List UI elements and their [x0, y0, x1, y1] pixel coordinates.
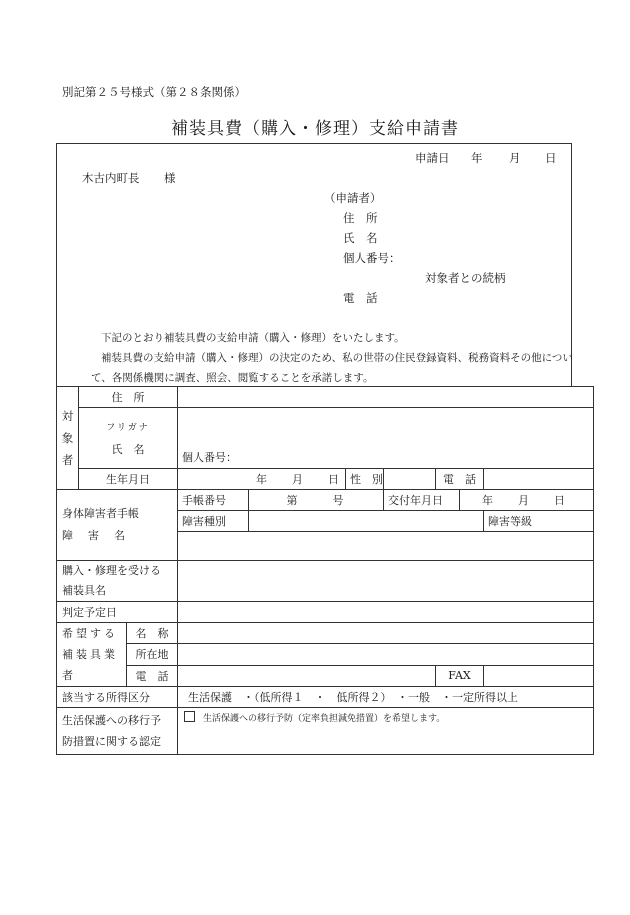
disability-type-field[interactable]: [249, 511, 484, 532]
application-details-table: [56, 386, 594, 755]
birthdate-label: 生年月日: [79, 469, 178, 490]
vendor-label-cell: [57, 623, 127, 687]
document-title: 補装具費（購入・修理）支給申請書: [171, 119, 459, 139]
application-header-section: [56, 143, 572, 386]
subject-phone-label: 電 話: [436, 469, 484, 490]
device-name-field[interactable]: [178, 561, 594, 602]
subject-personal-number-label: 個人番号：: [182, 451, 237, 464]
handbook-label-cell: [57, 490, 178, 561]
fax-field[interactable]: [484, 665, 594, 686]
judgment-date-field[interactable]: [178, 602, 594, 623]
vendor-phone-label: 電 話: [127, 665, 178, 686]
birth-day-label: 日: [328, 473, 339, 486]
subject-address-label: 住 所: [79, 387, 178, 408]
device-name-label-cell: [57, 561, 178, 602]
applicant-address-label: 住 所: [343, 211, 378, 225]
birth-year-label: 年: [256, 473, 267, 486]
disability-type-label: 障害種別: [178, 511, 249, 532]
addressee-honorific: 様: [164, 171, 176, 185]
form-number-label: 別記第２５号様式（第２８条関係）: [62, 85, 246, 99]
birth-month-label: 月: [292, 473, 303, 486]
transition-checkbox[interactable]: [184, 711, 195, 722]
issue-date-field[interactable]: [460, 490, 594, 511]
transition-label-cell: [57, 708, 178, 755]
device-label-line-1: 購入・修理を受ける: [62, 564, 161, 577]
transition-text: 生活保護への移行予防（定率負担減免措置）を希望します。: [203, 714, 446, 724]
applicant-personal-number-label: 個人番号：: [343, 251, 401, 265]
application-date-day: 日: [545, 151, 557, 165]
applicant-label: （申請者）: [324, 191, 382, 205]
subject-name-label-cell: [79, 408, 178, 469]
fax-label: FAX: [436, 665, 484, 686]
application-date-label: 申請日: [415, 151, 450, 165]
statement-line-2: 補装具費の支給申請（購入・修理）の決定のため、私の世帯の住民登録資料、税務資料その他につい: [101, 352, 573, 364]
subject-furigana-field[interactable]: [178, 408, 594, 424]
vendor-location-label: 所在地: [127, 644, 178, 665]
disability-name-label: 障 害 名: [62, 529, 127, 542]
subject-name-label: 氏 名: [111, 442, 145, 456]
sex-label: 性 別: [346, 469, 384, 490]
subject-char-3: 者: [61, 453, 74, 467]
vendor-label-line-1: 希望する: [62, 627, 118, 640]
vendor-name-field[interactable]: [178, 623, 594, 644]
sex-field[interactable]: [384, 469, 436, 490]
application-date-year: 年: [471, 151, 483, 165]
income-category-label: 該当する所得区分: [57, 687, 178, 708]
issue-year-label: 年: [482, 494, 493, 507]
birthdate-field[interactable]: [178, 469, 346, 490]
transition-field: [178, 708, 594, 755]
relationship-label: 対象者との続柄: [425, 271, 506, 285]
handbook-label: 身体障害者手帳: [62, 507, 139, 520]
issue-month-label: 月: [518, 494, 529, 507]
vendor-label-line-3: 者: [62, 669, 76, 682]
addressee-name: 木古内町長: [82, 171, 140, 185]
handbook-dai-label: 第: [286, 494, 298, 507]
handbook-number-field[interactable]: [249, 490, 384, 511]
device-label-line-2: 補装具名: [62, 584, 106, 597]
transition-label-line-2: 防措置に関する認定: [62, 735, 161, 748]
applicant-name-label: 氏 名: [343, 231, 378, 245]
subject-char-1: 対: [61, 409, 74, 423]
statement-line-1: 下記のとおり補装具費の支給申請（購入・修理）をいたします。: [101, 332, 405, 344]
transition-label-line-1: 生活保護への移行予: [62, 714, 161, 727]
vendor-phone-field[interactable]: [178, 665, 436, 686]
disability-name-field[interactable]: [178, 532, 594, 561]
subject-phone-field[interactable]: [484, 469, 594, 490]
subject-name-field[interactable]: [178, 424, 594, 469]
handbook-number-label: 手帳番号: [178, 490, 249, 511]
vendor-label-line-2: 補装具業: [62, 648, 118, 661]
income-category-options[interactable]: 生活保護 ・（低所得１ ・ 低所得２） ・一般 ・一定所得以上: [178, 687, 594, 708]
statement-line-3: て、各関係機関に調査、照会、閲覧することを承諾します。: [91, 372, 374, 384]
vendor-name-label: 名 称: [127, 623, 178, 644]
judgment-date-label: 判定予定日: [57, 602, 178, 623]
application-date-month: 月: [509, 151, 521, 165]
vendor-location-field[interactable]: [178, 644, 594, 665]
issue-day-label: 日: [554, 494, 565, 507]
subject-person-header: [57, 387, 79, 490]
issue-date-label: 交付年月日: [384, 490, 460, 511]
applicant-phone-label: 電 話: [343, 291, 378, 305]
handbook-go-label: 号: [332, 494, 344, 507]
subject-char-2: 象: [61, 431, 74, 445]
disability-grade-label: 障害等級: [484, 511, 594, 532]
furigana-label: フリガナ: [106, 422, 150, 433]
subject-address-field[interactable]: [178, 387, 594, 408]
